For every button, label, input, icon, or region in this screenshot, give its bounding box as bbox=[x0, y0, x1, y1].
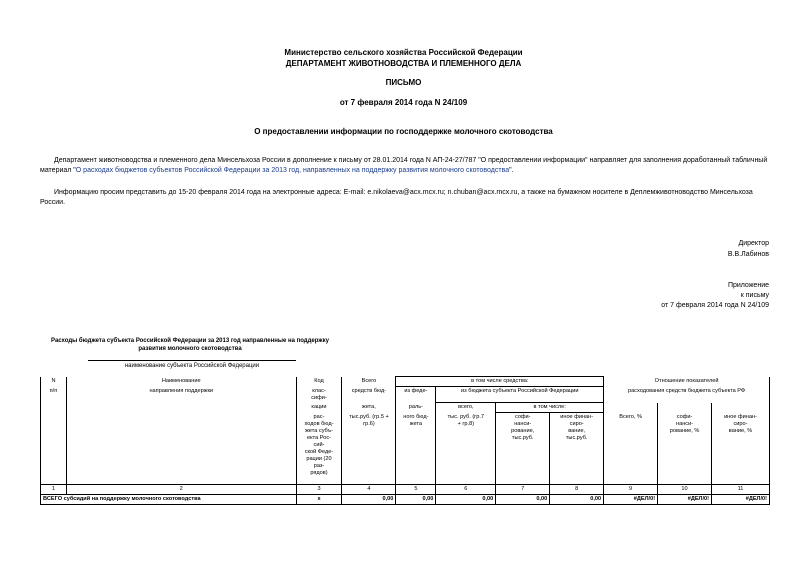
total-row-value: #ДЕЛ/0! bbox=[658, 495, 712, 505]
header-ratio-2: расходования средств бюджета субъекта РФ bbox=[604, 387, 770, 403]
col-number: 5 bbox=[396, 485, 436, 495]
signature-title: Директор bbox=[738, 240, 769, 247]
header-total-4: тыс.руб. (гр.5 + гр.6) bbox=[342, 413, 396, 485]
header-n: N bbox=[41, 377, 67, 387]
col-number: 3 bbox=[296, 485, 342, 495]
header-kod-2: клас- сифи- bbox=[296, 387, 342, 403]
header-total-3: жета, bbox=[342, 403, 396, 413]
header-including-funds: в том числе средства: bbox=[396, 377, 604, 387]
header-other-financing: иное финан- сиро- вание, тыс.руб. bbox=[550, 413, 604, 485]
header-ratio: Отношение показателей bbox=[604, 377, 770, 387]
ministry-title: Министерство сельского хозяйства Российской Федерации bbox=[284, 48, 523, 57]
doc-subject: О предоставлении информации по господдержке молочного скотоводства bbox=[254, 127, 553, 136]
header-federal-1: из феде- bbox=[396, 387, 436, 403]
col-number: 6 bbox=[436, 485, 496, 495]
total-row-value: 0,00 bbox=[550, 495, 604, 505]
body-paragraph-1 bbox=[40, 156, 770, 176]
appendix-line-2: к письму bbox=[740, 292, 769, 299]
total-row-label: ВСЕГО субсидий на поддержку молочного скотоводства bbox=[41, 495, 297, 505]
header-federal-2: раль- bbox=[396, 403, 436, 413]
appendix-line-3: от 7 февраля 2014 года N 24/109 bbox=[661, 302, 769, 309]
department-title: ДЕПАРТАМЕНТ ЖИВОТНОВОДСТВА И ПЛЕМЕННОГО ДЕЛА bbox=[285, 59, 522, 68]
header-kod-3: кации bbox=[296, 403, 342, 413]
total-row-value: 0,00 bbox=[496, 495, 550, 505]
header-ratio-other: иное финан- сиро- вание, % bbox=[712, 413, 770, 485]
paragraph-1-text-a: Департамент животноводства и племенного дела Минсельхоза России в дополнение к письму от 28.01.2014 года N АП-24-27/787 "О предоставлении информации" направляет для заполнения доработанный табличный материал " bbox=[40, 157, 768, 174]
col-number: 9 bbox=[604, 485, 658, 495]
subject-name-line bbox=[88, 360, 296, 361]
header-pp: п/п bbox=[41, 387, 67, 403]
header-kod-1: Код bbox=[296, 377, 342, 387]
total-row-value: 0,00 bbox=[396, 495, 436, 505]
total-row-value: #ДЕЛ/0! bbox=[604, 495, 658, 505]
expenses-table bbox=[40, 376, 770, 505]
doc-type: ПИСЬМО bbox=[385, 78, 422, 87]
total-row-kod: х bbox=[296, 495, 342, 505]
body-paragraph-2: Информацию просим представить до 15-20 февраля 2014 года на электронные адреса: E-mail: e.nikolaeva@acx.mcx.ru; n.chuban@acx.mcx.ru, а также на бумажном носителе в Деплемживотноводство Минсельхоза России. bbox=[40, 189, 753, 206]
subject-name-label: наименование субъекта Российской Федерации bbox=[124, 363, 260, 369]
table-title: Расходы бюджета субъекта Российской Федерации за 2013 год направленные на поддержку развития молочного скотоводства bbox=[51, 338, 329, 352]
header-name-1: Наименование bbox=[66, 377, 296, 387]
table-row bbox=[41, 495, 770, 505]
header-total-2: средств бюд- bbox=[342, 387, 396, 403]
header-name-2: направления поддержки bbox=[66, 387, 296, 403]
paragraph-1-text-b: ". bbox=[509, 167, 514, 174]
header-cofinancing: софи- нанси- рование, тыс.руб. bbox=[496, 413, 550, 485]
col-number: 4 bbox=[342, 485, 396, 495]
header-all-2: тыс. руб. (гр.7 + гр.8) bbox=[436, 413, 496, 485]
total-row-value: 0,00 bbox=[436, 495, 496, 505]
header-all-1: всего, bbox=[436, 403, 496, 413]
total-row-value: #ДЕЛ/0! bbox=[712, 495, 770, 505]
col-number: 8 bbox=[550, 485, 604, 495]
header-including-2: в том числе: bbox=[496, 403, 604, 413]
header-ratio-cofin: софи- нанси- рование, % bbox=[658, 413, 712, 485]
col-number: 10 bbox=[658, 485, 712, 495]
table-material-link[interactable]: О расходах бюджетов субъектов Российской Федерации за 2013 год, направленных на поддержку развития молочного скотоводства bbox=[75, 167, 510, 174]
total-row-value: 0,00 bbox=[342, 495, 396, 505]
col-number: 2 bbox=[66, 485, 296, 495]
header-kod-4: рас- ходов бюд- жета субъ- екта Рос- сий- ской Феде- рации (20 раз- рядов) bbox=[296, 413, 342, 485]
header-subject-budget: из бюджета субъекта Российской Федерации bbox=[436, 387, 604, 403]
header-federal-3: ного бюд- жета bbox=[396, 413, 436, 485]
doc-date-number: от 7 февраля 2014 года N 24/109 bbox=[339, 98, 468, 107]
col-number: 7 bbox=[496, 485, 550, 495]
header-total-1: Всего bbox=[342, 377, 396, 387]
signature-name: В.В.Лабинов bbox=[727, 251, 769, 258]
col-number: 1 bbox=[41, 485, 67, 495]
appendix-line-1: Приложение bbox=[727, 282, 769, 289]
header-ratio-total: Всего, % bbox=[604, 413, 658, 485]
col-number: 11 bbox=[712, 485, 770, 495]
